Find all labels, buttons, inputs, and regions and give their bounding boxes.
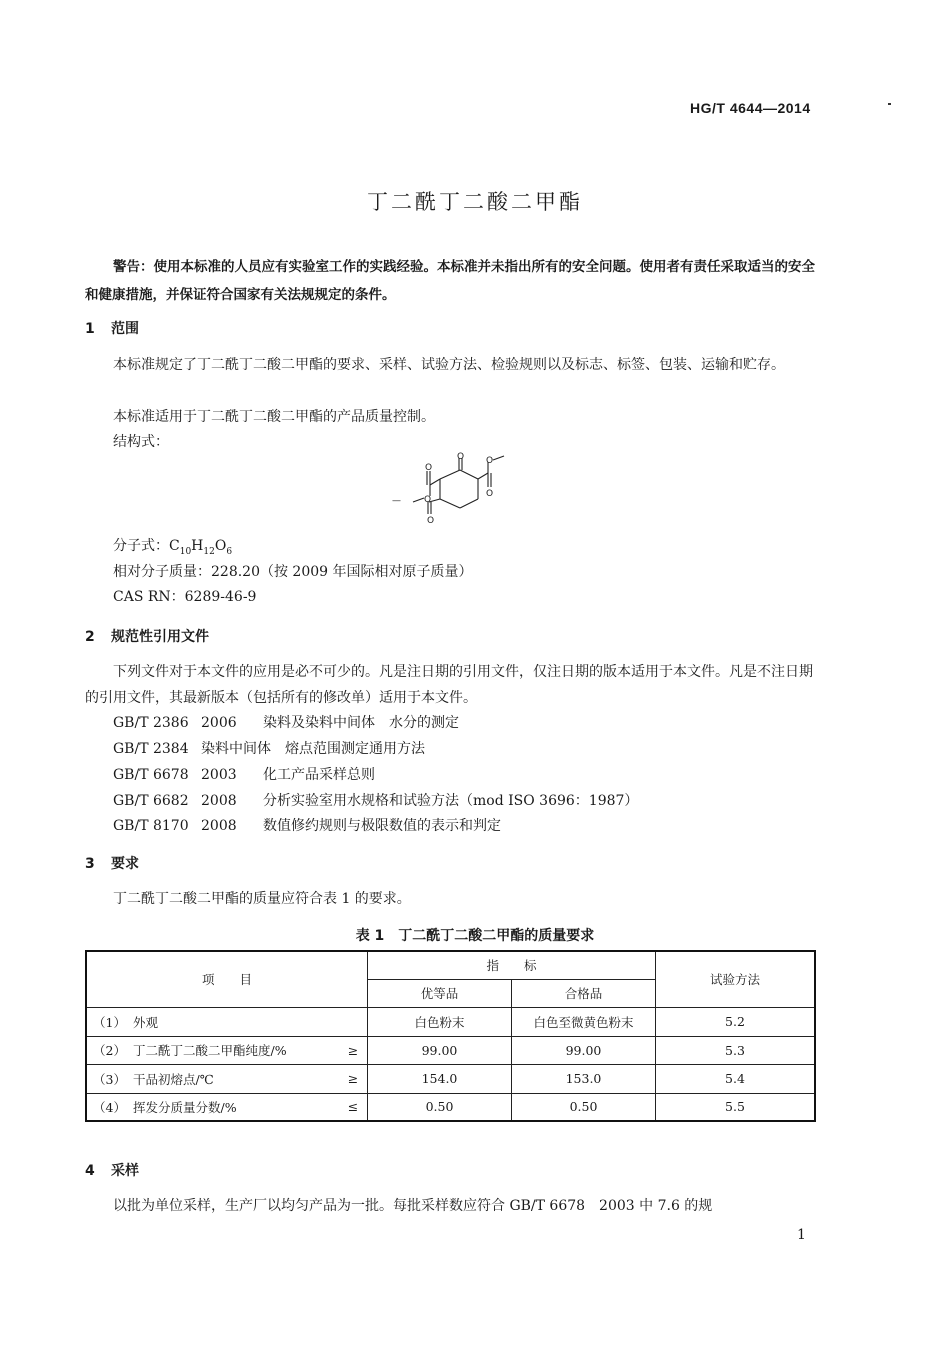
- formula-c-count: 10: [179, 546, 192, 557]
- table-row: [86, 1036, 815, 1064]
- svg-text:O: O: [425, 463, 433, 473]
- row-number: （4）: [93, 1099, 126, 1115]
- reference-code: GB/T 2384: [113, 741, 189, 757]
- row-symbol: [339, 1007, 368, 1036]
- svg-text:O: O: [486, 456, 494, 466]
- structural-formula: [380, 452, 520, 532]
- reference-item: [113, 790, 638, 810]
- row-symbol: ≤: [339, 1093, 368, 1121]
- section-1-heading: [85, 318, 139, 338]
- row-superior: 白色粉末: [368, 1007, 512, 1036]
- formula-label: 分子式：: [113, 538, 169, 554]
- table-row: [86, 1007, 815, 1036]
- molecular-mass: 相对分子质量：228.20（按 2009 年国际相对原子质量）: [113, 564, 473, 580]
- row-method: 5.3: [656, 1036, 816, 1064]
- formula-o-count: 6: [226, 546, 233, 557]
- row-superior: 154.0: [368, 1064, 512, 1093]
- section-2-title: 规范性引用文件: [111, 629, 209, 645]
- ring-bond: [440, 499, 460, 508]
- reference-item: [113, 815, 501, 835]
- reference-item: [113, 712, 459, 732]
- section-4-number: 4: [85, 1163, 95, 1179]
- table-caption: 表 1 丁二酰丁二酸二甲酯的质量要求: [355, 928, 595, 944]
- reference-year: 2003: [201, 767, 237, 783]
- formula-h-count: 12: [203, 546, 215, 557]
- document-title: 丁二酰丁二酸二甲酯: [367, 190, 583, 214]
- row-name: 外观: [133, 1014, 159, 1030]
- sampling-paragraph: 以批为单位采样，生产厂以均匀产品为一批。每批采样数应符合 GB/T 6678 2003 中 7.6 的规: [113, 1198, 713, 1214]
- row-method: 5.5: [656, 1093, 816, 1121]
- section-1-number: 1: [85, 321, 95, 337]
- section-2-number: 2: [85, 629, 95, 645]
- normative-refs-paragraph: 下列文件对于本文件的应用是必不可少的。凡是注日期的引用文件，仅注日期的版本适用于本文件。凡是不注日期的引用文件，其最新版本（包括所有的修改单）适用于本文件。: [85, 664, 813, 706]
- reference-year: 2008: [201, 818, 237, 834]
- row-number: （3）: [93, 1071, 126, 1087]
- section-3-heading: [85, 853, 139, 873]
- reference-title: 染料及染料中间体 水分的测定: [263, 715, 459, 731]
- row-superior: 0.50: [368, 1093, 512, 1121]
- section-3-title: 要求: [111, 856, 139, 872]
- cas-number: CAS RN：6289-46-9: [113, 589, 257, 605]
- row-symbol: ≥: [339, 1036, 368, 1064]
- standard-code: HG/T 4644—2014: [690, 100, 811, 116]
- reference-item: [113, 764, 375, 784]
- reference-code: GB/T 2386: [113, 715, 189, 731]
- row-method: 5.2: [656, 1007, 816, 1036]
- row-qualified: 白色至微黄色粉末: [512, 1007, 656, 1036]
- reference-code: GB/T 8170: [113, 818, 189, 834]
- requirements-paragraph: 丁二酰丁二酸二甲酯的质量应符合表 1 的要求。: [113, 891, 411, 907]
- warning-text: 警告：使用本标准的人员应有实验室工作的实践经验。本标准并未指出所有的安全问题。使用者有责任采取适当的安全和健康措施，并保证符合国家有关法规规定的条件。: [85, 259, 815, 303]
- ring-bond: [460, 470, 478, 479]
- row-item: [86, 1007, 339, 1036]
- reference-year: 2008: [201, 793, 237, 809]
- scan-mark: [888, 103, 891, 105]
- reference-year: 2006: [201, 715, 237, 731]
- svg-text:O: O: [457, 452, 465, 462]
- reference-code: GB/T 6678: [113, 767, 189, 783]
- row-item: [86, 1064, 339, 1093]
- formula-o: O: [214, 538, 227, 554]
- svg-text:O: O: [424, 495, 432, 505]
- section-4-heading: [85, 1160, 139, 1180]
- scope-paragraph-2: 本标准适用于丁二酰丁二酸二甲酯的产品质量控制。: [113, 409, 435, 425]
- row-name: 干品初熔点/℃: [133, 1071, 214, 1087]
- row-item: [86, 1093, 339, 1121]
- formula-h: H: [191, 538, 204, 554]
- page-number: 1: [797, 1227, 806, 1243]
- header-qualified: 合格品: [512, 979, 656, 1007]
- ring-bond: [460, 499, 478, 508]
- section-4-title: 采样: [111, 1163, 139, 1179]
- svg-text:—: —: [392, 496, 401, 506]
- section-3-number: 3: [85, 856, 95, 872]
- row-symbol: ≥: [339, 1064, 368, 1093]
- reference-title: 数值修约规则与极限数值的表示和判定: [263, 818, 501, 834]
- row-number: （1）: [93, 1014, 126, 1030]
- header-method: 试验方法: [656, 951, 816, 1007]
- row-method: 5.4: [656, 1064, 816, 1093]
- row-superior: 99.00: [368, 1036, 512, 1064]
- header-item: 项 目: [86, 951, 368, 1007]
- row-number: （2）: [93, 1043, 126, 1058]
- svg-text:O: O: [486, 489, 494, 499]
- section-1-title: 范围: [111, 321, 139, 337]
- reference-code: GB/T 6682: [113, 793, 189, 809]
- row-qualified: 0.50: [512, 1093, 656, 1121]
- reference-title: 化工产品采样总则: [263, 767, 375, 783]
- structure-label: 结构式：: [113, 434, 169, 450]
- reference-title: 染料中间体 熔点范围测定通用方法: [201, 741, 425, 757]
- ring-bond: [440, 470, 460, 479]
- reference-title: 分析实验室用水规格和试验方法（mod ISO 3696：1987）: [263, 793, 639, 809]
- row-qualified: 153.0: [512, 1064, 656, 1093]
- scope-paragraph-1: 本标准规定了丁二酰丁二酸二甲酯的要求、采样、试验方法、检验规则以及标志、标签、包装、运输和贮存。: [113, 357, 785, 373]
- row-name: 挥发分质量分数/%: [133, 1099, 237, 1115]
- row-name: 丁二酰丁二酸二甲酯纯度/%: [133, 1043, 287, 1058]
- quality-requirements-table: [85, 950, 816, 1122]
- row-qualified: 99.00: [512, 1036, 656, 1064]
- reference-item: [113, 738, 425, 758]
- row-item: [86, 1036, 339, 1064]
- section-2-heading: [85, 626, 209, 646]
- formula-c: C: [169, 538, 180, 554]
- header-superior: 优等品: [368, 979, 512, 1007]
- table-row: [86, 1064, 815, 1093]
- table-row: [86, 1093, 815, 1121]
- svg-text:O: O: [427, 516, 435, 526]
- header-index: 指 标: [368, 951, 656, 979]
